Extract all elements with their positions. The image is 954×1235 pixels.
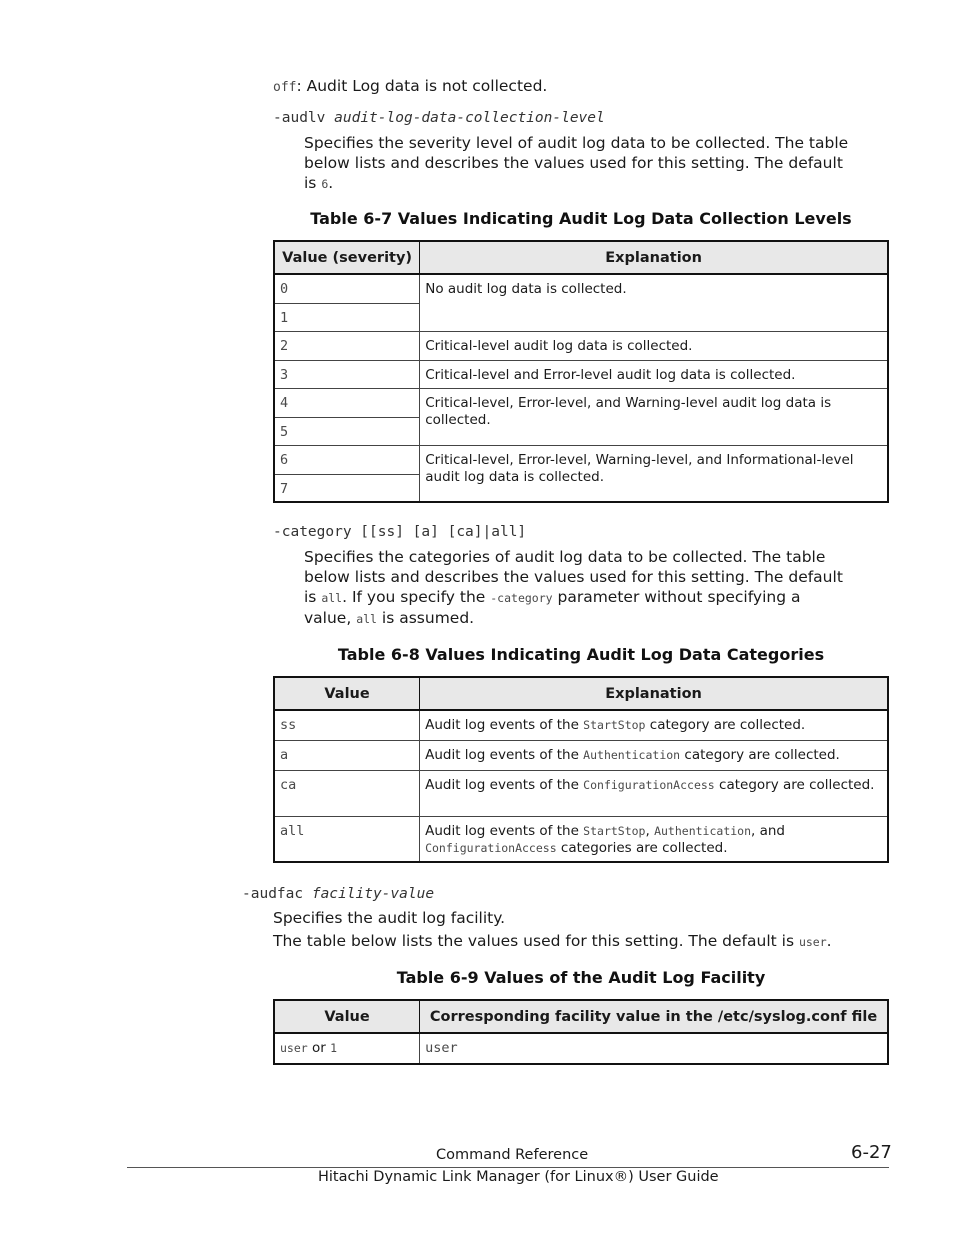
audlv-desc-line-1: Specifies the severity level of audit log data to be collected. The table [304,134,849,152]
audlv-desc-text: is [304,174,322,192]
table-row-value: 5 [274,417,420,445]
audlv-desc-period: . [328,174,334,192]
table-6-9 [273,999,889,1065]
table-row-explanation [420,770,888,816]
explanation-text: category are collected. [714,776,875,793]
category-desc-text: value, [304,609,357,627]
table-row-value: 7 [274,474,420,502]
table-6-8-header-explanation: Explanation [420,677,888,710]
category-option: -category [[ss] [a] [ca]|all] [273,524,527,540]
table-row-explanation: Critical-level, Error-level, and Warning-level audit log data is collected. [420,388,888,445]
table-row-value: 2 [274,331,420,360]
table-6-7 [273,240,889,503]
table-row-value: ca [274,770,420,816]
table-6-9-caption: Table 6-9 Values of the Audit Log Facility [396,968,766,987]
footer-divider [127,1167,889,1168]
table-row-value: all [274,816,420,862]
category-code: Authentication [583,747,681,762]
category-code: Authentication [654,823,752,838]
table-6-8-caption: Table 6-8 Values Indicating Audit Log Data Categories [337,645,825,664]
audlv-default-code: 6 [321,177,329,191]
audfac-desc-line-2 [273,931,893,952]
explanation-text: category are collected. [645,717,806,733]
explanation-text: categories are collected. [556,839,728,856]
audfac-argument: facility-value [311,886,435,902]
footer-section-name: Command Reference [436,1147,589,1163]
table-6-9-header-facility: Corresponding facility value in the /etc/syslog.conf file [420,1000,888,1033]
audfac-option: -audfac [242,886,304,902]
audfac-desc-period: . [826,932,832,950]
footer-guide-title: Hitachi Dynamic Link Manager (for Linux®) User Guide [318,1169,719,1185]
category-desc-line-2: below lists and describes the values used for this setting. The default [304,568,843,586]
audfac-desc-line-1: Specifies the audit log facility. [273,909,506,927]
category-code: ConfigurationAccess [425,840,557,855]
table-row-explanation: No audit log data is collected. [420,274,888,331]
audlv-argument: audit-log-data-collection-level [334,110,605,126]
category-assumed-code: all [356,612,377,626]
explanation-text: Audit log events of the [425,717,584,733]
table-row-value: 6 [274,445,420,474]
category-desc-line-3 [304,587,894,608]
category-code: ConfigurationAccess [583,777,715,792]
category-param-code: -category [490,591,553,605]
table-row-value: 4 [274,388,420,417]
off-description [273,76,547,98]
category-desc-line-4 [304,608,894,629]
explanation-text: , and [751,822,785,839]
audlv-option: -audlv [273,110,326,126]
off-text: : Audit Log data is not collected. [296,77,548,95]
table-row-explanation [420,710,888,740]
explanation-text: Audit log events of the [425,746,584,763]
table-6-8-header-value: Value [274,677,420,710]
audlv-desc-line-2: below lists and describes the values used for this setting. The default [304,154,843,172]
explanation-text: category are collected. [680,746,840,763]
table-row-facility: user [420,1033,888,1064]
table-row-value: ss [274,710,420,740]
off-code: off [273,80,297,95]
audlv-desc-line-3 [304,173,894,194]
audfac-desc-text: The table below lists the values used for this setting. The default is [273,932,799,950]
table-6-8 [273,676,889,863]
table-row-value [274,1033,420,1064]
value-or-text: or [307,1040,331,1056]
category-desc-line-1: Specifies the categories of audit log data to be collected. The table [304,548,826,566]
table-row-explanation: Critical-level, Error-level, Warning-level, and Informational-level audit log data is collected. [420,445,888,502]
audfac-default-code: user [798,935,827,949]
table-row-explanation: Critical-level audit log data is collected. [420,331,888,360]
table-row-explanation: Critical-level and Error-level audit log data is collected. [420,360,888,388]
category-code: StartStop [583,718,646,732]
category-default-code: all [321,591,343,605]
audfac-option-heading [242,886,434,902]
table-row-value: 0 [274,274,420,303]
category-code: StartStop [583,823,646,838]
footer-page-number: 6-27 [851,1142,892,1163]
table-6-9-header-value: Value [274,1000,420,1033]
audfac-description [273,908,893,952]
table-row-explanation [420,740,888,770]
table-6-7-header-value: Value (severity) [274,241,420,274]
category-desc-text: . If you specify the [342,588,491,606]
explanation-text: Audit log events of the [425,776,584,793]
table-6-7-caption: Table 6-7 Values Indicating Audit Log Data Collection Levels [310,209,852,228]
table-row-value: 3 [274,360,420,388]
table-row-explanation [420,816,888,862]
explanation-text: Audit log events of the [425,822,584,839]
category-desc-text: parameter without specifying a [552,588,801,606]
value-code: user [280,1041,308,1055]
audlv-option-heading [273,110,605,126]
category-desc-text: is [304,588,322,606]
explanation-text: , [645,822,655,839]
audlv-description [304,133,894,194]
category-desc-text: is assumed. [376,609,475,627]
table-row-value: a [274,740,420,770]
value-code: 1 [330,1041,338,1055]
table-row-value: 1 [274,303,420,331]
table-6-7-header-explanation: Explanation [420,241,888,274]
category-description [304,547,894,629]
